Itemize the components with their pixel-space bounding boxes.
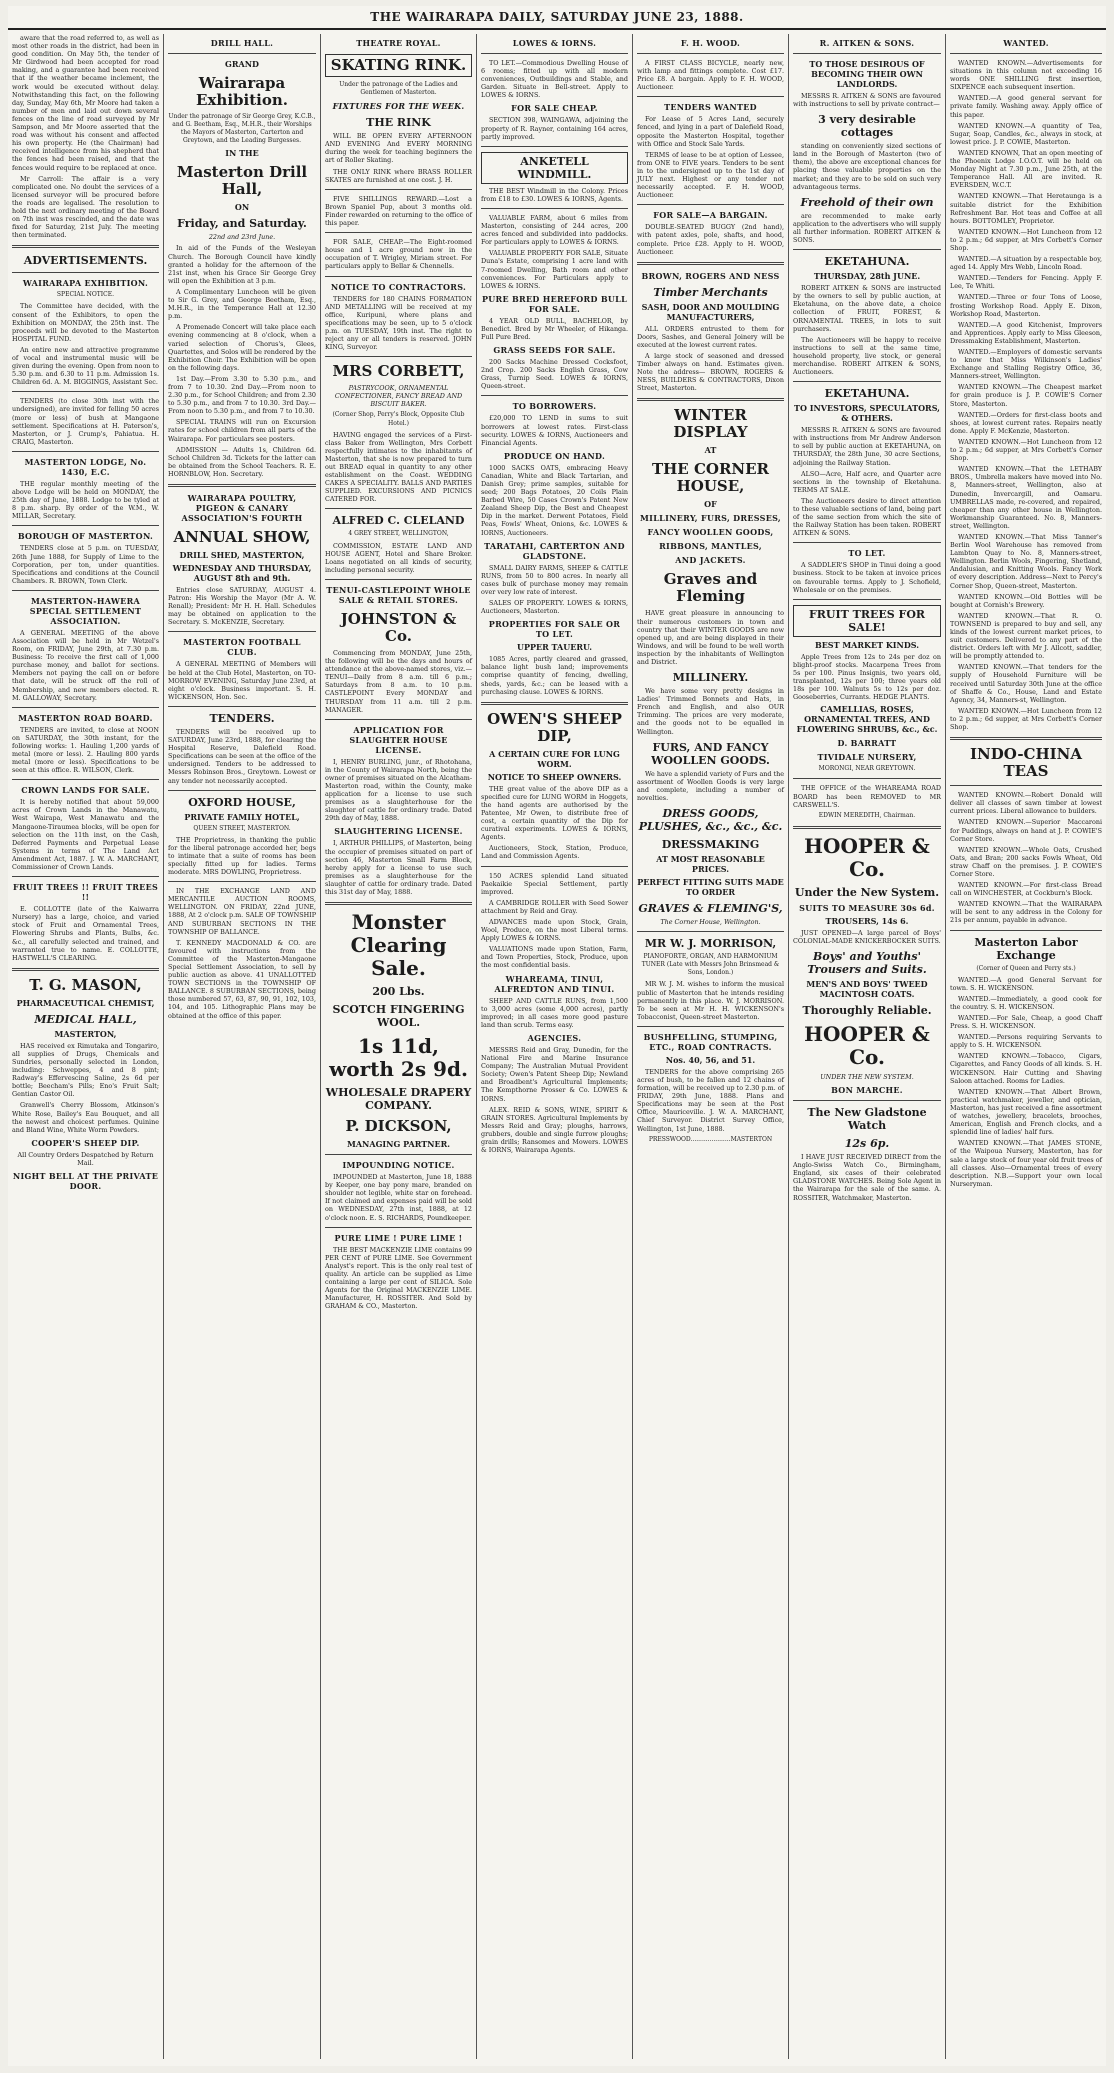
ad-text: FIVE SHILLINGS REWARD.—Lost a Brown Spaniel Pup, about 3 months old. Finder rewarded on returning to the office of this paper. xyxy=(325,194,472,228)
ad-text: TENDERS will be received up to SATURDAY, June 23rd, 1888, for clearing the Hospital Reserve, Dalefield Road. Specifications can be seen at the office of the undersigned. Tenders to be addressed to Messrs Robinson Bros., Greytown. Lowest or any tender not necessarily accepted. xyxy=(168,727,316,785)
ad-heading: FOR SALE—A BARGAIN. xyxy=(653,210,768,221)
ad-heading: BON MARCHE. xyxy=(831,1085,903,1096)
ad-subheading: MANAGING PARTNER. xyxy=(346,1139,451,1150)
ad-subheading: PIANOFORTE, ORGAN, AND HARMONIUM TUNER (Late with Messrs John Brinsmead & Sons, London.) xyxy=(641,953,780,977)
ad-heading: BOROUGH OF MASTERTON. xyxy=(17,531,154,542)
ad-text: HAVING engaged the services of a First-class Baker from Wellington, Mrs Corbett respectfully intimates to the inhabitants of Masterton, that she is now prepared to turn out BREAD equal in quantity to any other establishment on the Coast. WEDDING CAKES A SPECIALITY. BALLS AND PARTIES SUPPLIED. EXCURSIONS AND PICNICS CATERED FOR. xyxy=(325,430,472,504)
ad-subheading: (Corner of Queen and Perry sts.) xyxy=(976,964,1076,972)
article-paragraph: aware that the road referred to, as well as most other roads in the district, had been in good condition. On May 5th, the tender of Mr Girdwood had been accepted for road making, and a guarantee had been received that if the weather became inclement, the work would be executed without delay. Notwithstanding this fact, on the following day, Sunday, May 6th, Mr Moore had taken a number of men and laid out down several fences on the line of road surveyed by Mr Sampson, and Mr Moore asserted that the road was without his consent and affected his own property. He (the Chairman) had received intelligence from his shepherd that the fences had been raised, and that the fences would require to be replaced at once. xyxy=(12,34,159,172)
ad-text: standing on conveniently sized sections of land in the Borough of Masterton (two of them), the above are exceptional chances for placing those valuable properties on the market; and they are to be sold on such very advantageous terms. xyxy=(793,142,941,191)
ad-text: ALEX. REID & SONS, WINE, SPIRIT & GRAIN STORES. Agricultural Implements by Messrs Reid and Gray; ploughs, harrows, grubbers, double and single furrow ploughs; grain drills; Ransomes and Mowers. LOWES & IORNS, Wairarapa Agents. xyxy=(481,1105,628,1155)
ad-text: Commencing from MONDAY, June 25th, the following will be the days and hours of attendance at the above-named stores, viz.— TENUI—Daily from 8 a.m. till 6 p.m.; Saturdays from 8 a.m. to 10 p.m. CASTLEPOINT Every MONDAY and THURSDAY from 11 a.m. till 2 p.m. MANAGER. xyxy=(325,648,472,714)
ad-heading: WHAREAMA, TINUI, ALFREDTON AND TINUI. xyxy=(494,973,615,994)
ad-heading: ALFRED C. CLELAND xyxy=(332,514,465,528)
classified-ad: WANTED.—Immediately, a good cook for the country. S. H. WICKENSON. xyxy=(950,994,1102,1011)
ad-text: COMMISSION, ESTATE LAND AND HOUSE AGENT, Hotel and Share Broker. Loans negotiated on all kinds of security, including personal security. xyxy=(325,541,472,574)
ad-text: An entire new and attractive programme of vocal and instrumental music will be given during the evening. Open from noon to 5.30 p.m. and 6.30 to 11 p.m. Admission 1s. Children 6d. A. M. BIGGINGS, Assistant Sec. xyxy=(12,345,159,387)
ad-heading: 200 Lbs. xyxy=(372,985,425,999)
classified-ad: WANTED KNOWN.—Robert Donald will deliver all classes of sawn timber at lowest current prices. Liberal allowance to builders. xyxy=(950,791,1102,816)
ad-text: HAVE great pleasure in announcing to their numerous customers in town and country that their WINTER GOODS are now opened up, and are being displayed in their Windows, and will be found to be well worth inspection by the inhabitants of Wellington and District. xyxy=(637,609,784,666)
ad-heading: MASTERTON-HAWERA SPECIAL SETTLEMENT ASSOCIATION. xyxy=(29,595,142,626)
ad-text: I, ARTHUR PHILLIPS, of Masterton, being the occupier of premises situated on part of section 46, Masterton Small Farm Block, hereby apply for a license to use such premises as a slaughterhouse for the slaughter of cattle for ordinary trade. Dated this 31st day of May, 1888. xyxy=(325,839,472,896)
ad-subheading: The Corner House, Wellington. xyxy=(660,918,761,927)
ad-heading: BROWN, ROGERS AND NESS xyxy=(641,270,780,281)
ad-text: We have a splendid variety of Furs and the assortment of Woollen Goods is very large and complete, including a number of novelties. xyxy=(637,769,784,802)
ad-heading: THEATRE ROYAL. xyxy=(356,38,441,48)
ad-text: DOUBLE-SEATED BUGGY (2nd hand), with patent axles, pole, shafts, and hood, complete. Price £28. Apply to H. WOOD, Auctioneer. xyxy=(637,223,784,256)
ad-text: ROBERT AITKEN & SONS are instructed by the owners to sell by public auction, at Eketahuna, on the above date, a choice collection of FRUIT, FOREST, & ORNAMENTAL TREES, in lots to suit purchasers. xyxy=(793,284,941,333)
classified-ad: WANTED KNOWN.—Hot Luncheon from 12 to 2 p.m.; 6d supper, at Mrs Corbett's Corner Shop. xyxy=(950,706,1102,732)
ad-text: Auctioneers, Stock, Station, Produce, Land and Commission Agents. xyxy=(481,844,628,861)
ad-heading: Freehold of their own xyxy=(800,195,934,209)
ad-text: Under the patronage of Sir George Grey, K.C.B., and G. Beetham, Esq., M.H.R., their Worships the Mayors of Masterton, Carterton and Greytown, and the Leading Burgesses. xyxy=(168,113,316,145)
ad-text: Apple Trees from 12s to 24s per doz on blight-proof stocks. Macarpena Trees from 5s per 100. Pinus Insignis, two years old, transplanted, 12s per 100; three years old 18s per 100. Walnuts 5s to 12s per doz. Gooseberries, Currants. HEDGE PLANTS. xyxy=(793,652,941,702)
ad-text: 150 ACRES splendid Land situated Paekaikie Special Settlement, partly improved. xyxy=(481,871,628,896)
ad-heading: DRESS GOODS, PLUSHES, &c., &c., &c. xyxy=(638,807,783,834)
ad-heading-large: 1s 11d, worth 2s 9d. xyxy=(329,1034,468,1082)
classified-ad: WANTED KNOWN.—That Heretaunga is a suitable district for the Exhibition Refreshment Bar. Hot teas and Coffee at all hours. BOTTOMLEY, Proprietor. xyxy=(950,192,1102,225)
ad-text: THE BEST Windmill in the Colony. Prices from £18 to £30. LOWES & IORNS, Agents. xyxy=(481,186,628,203)
ad-heading: Under the New System. xyxy=(794,885,940,899)
ad-heading-large: Masterton Drill Hall, xyxy=(176,163,308,199)
classified-ad: WANTED.—Three or four Tons of Loose, frosting Workshop Road. Apply E. Dixon, Workshop Road, Masterton. xyxy=(950,293,1102,318)
ad-subheading: TROUSERS, 14s 6. xyxy=(825,915,909,926)
ad-text: All Country Orders Despatched by Return Mail. xyxy=(17,1150,154,1167)
ad-heading: WHOLESALE DRAPERY COMPANY. xyxy=(325,1086,472,1113)
classified-ad: WANTED KNOWN.—That the LETHABY BROS., Umbrella makers have moved into No. 8, Manners-street, Wellington, also at Dunedin, Invercargill, and Oamaru. UMBRELLAS made, re-covered, and repaired, cheaper than any other house in Wellington. Workmanship Guaranteed. No. 8, Manners-street, Wellington. xyxy=(950,465,1102,530)
ad-heading: COOPER'S SHEEP DIP. xyxy=(31,1137,140,1148)
ad-heading-large: P. DICKSON, xyxy=(345,1117,452,1136)
ad-text: are recommended to make early application to the advertisers who will supply all further information. ROBERT AITKEN & SONS. xyxy=(793,211,941,245)
ad-heading: PRODUCE ON HAND. xyxy=(503,450,606,461)
masthead-title: THE WAIRARAPA DAILY, SATURDAY JUNE 23, 1888. xyxy=(370,10,744,24)
ad-text: FOR SALE, CHEAP.—The Eight-roomed house and 1 acre ground now in the occupation of T. Wrigley, Miriam street. For particulars apply to Bellar & Chennells. xyxy=(325,238,472,271)
ad-subheading: A CERTAIN CURE FOR LUNG WORM. xyxy=(489,748,620,769)
ad-subheading: 4 GREY STREET, WELLINGTON, xyxy=(348,530,449,538)
masthead xyxy=(8,6,1106,30)
ad-subheading: BEST MARKET KINDS. xyxy=(814,639,920,650)
ad-text: PRESSWOOD.....................MASTERTON xyxy=(648,1135,773,1143)
ad-text: We have some very pretty designs in Ladies' Trimmed Bonnets and Hats, in French and English, and also OUR Trimming. The prices are very moderate, and the goods not to be equalled in Wellington. xyxy=(637,687,784,736)
ad-heading: GRASS SEEDS FOR SALE. xyxy=(493,345,616,356)
ad-text: IMPOUNDED at Masterton, June 18, 1888 by Keeper, one bay pony mare, branded on shoulder not legible, white star on forehead. If not claimed and expenses paid will be sold on WEDNESDAY, 27th inst, 1888, at 12 o'clock noon. E. S. RICHARDS, Poundkeeper. xyxy=(325,1173,472,1222)
ad-subheading: Nos. 40, 56, and 51. xyxy=(665,1054,756,1065)
ad-text: VALUABLE FARM, about 6 miles from Masterton, consisting of 244 acres, 200 acres fenced and subdivided into paddocks. For particulars apply to LOWES & IORNS. xyxy=(481,213,628,247)
ad-heading-large: HOOPER & Co. xyxy=(804,833,930,881)
ad-text: ADVANCES made upon Stock, Grain, Wool, Produce, on the most Liberal terms. Apply LOWES & IORNS. xyxy=(481,918,628,943)
classified-ad: WANTED.—A good Kitchenist, Improvers and Apprentices. Apply early to Miss Gleeson, Dressmaking Establishment, Masterton. xyxy=(950,320,1102,345)
column-1 xyxy=(8,34,163,2059)
ad-heading-large: ANNUAL SHOW, xyxy=(173,528,311,546)
ad-heading: D. BARRATT xyxy=(837,738,897,749)
ad-heading: TIVIDALE NURSERY, xyxy=(817,752,917,763)
ad-heading: F. H. WOOD. xyxy=(680,38,741,48)
ad-subheading: TO INVESTORS, SPECULATORS, & OTHERS. xyxy=(794,403,940,424)
ad-subheading: WEDNESDAY AND THURSDAY, AUGUST 8th and 9th. xyxy=(172,563,312,583)
column-3 xyxy=(321,34,476,2059)
classified-ad: WANTED KNOWN.—Advertisements for situations in this column not exceeding 16 words ONE SHILLING first insertion, SIXPENCE each subsequent insertion. xyxy=(950,59,1102,92)
ad-heading: TENDERS WANTED xyxy=(664,102,757,113)
ad-heading-large: Monster Clearing Sale. xyxy=(350,910,447,981)
ad-heading: AND JACKETS. xyxy=(675,555,746,566)
ad-text: THE Proprietress, in thanking the public for the liberal patronage accorded her, begs to intimate that a suite of rooms has been specially fitted up for ladies. Terms moderate. MRS DOWLING, Proprietress. xyxy=(168,835,316,877)
ad-text: For Lease of 5 Acres Land, securely fenced, and lying in a part of Dalefield Road, opposite the Masterton Hospital, together with Office and Stock Sale Yards. xyxy=(637,115,784,148)
ad-text: TENDERS for the above comprising 265 acres of bush, to be fallen and 12 chains of formation, will be received up to 2.30 p.m. of FRIDAY, 29th June, 1888. Plans and Specifications may be seen at the Post Office, Mauriceville. J. W. A. MARCHANT, Chief Surveyor. District Survey Office, Wellington, 1st June, 1888. xyxy=(637,1067,784,1133)
ad-heading: PURE LIME ! PURE LIME ! xyxy=(334,1232,463,1243)
ad-heading: RIBBONS, MANTLES, xyxy=(659,541,762,552)
ad-text: THE regular monthly meeting of the above Lodge will be held on MONDAY, the 25th day of June, 1888. Lodge to be tyled at 8 p.m. sharp. By order of the W.M., W. MILLAR, Secretary. xyxy=(12,479,159,521)
ad-subheading: (Corner Shop, Perry's Block, Opposite Club Hotel.) xyxy=(332,411,465,427)
ad-heading: BUSHFELLING, STUMPING, ETC., ROAD CONTRACTS. xyxy=(643,1031,778,1052)
ad-heading: Friday, and Saturday. xyxy=(177,217,307,231)
ad-heading: NOTICE TO CONTRACTORS. xyxy=(330,281,467,292)
classified-ad: WANTED.—A good General Servant for town. S. H. WICKENSON. xyxy=(950,975,1102,992)
ad-text: 1st Day.—From 3.30 to 5.30 p.m., and from 7 to 10.30. 2nd Day.—From noon to 2.30 p.m., for School Children; and from 2.30 to 5.30 p.m., and from 7 to 10.30. 3rd Day.—From noon to 5.30 p.m., and from 7 to 10.30. xyxy=(168,374,316,416)
ad-heading-large: Graves and Fleming xyxy=(663,570,758,606)
column-7 xyxy=(946,34,1106,2059)
ad-text: TENDERS for 180 CHAINS FORMATION AND METALLING will be received at my office, Kuripuni, where plans and specifications may be seen, up to 5 o'clock p.m. on TUESDAY, 19th inst. The right to reject any or all tenders is reserved. JOHN KING, Surveyor. xyxy=(325,294,472,352)
classified-ad: WANTED.—Employers of domestic servants to know that Miss Wilkinson's Ladies' Exchange and Stalling Registry Office, 36, Manners-street, Wellington. xyxy=(950,348,1102,381)
ad-heading: WANTED. xyxy=(1003,38,1049,48)
ad-text: THE BEST MACKENZIE LIME contains 99 PER CENT of PURE LIME. See Government Analyst's report. This is the only real test of quality. An article can be supplied as Lime containing a large per cent of SILICA. Sole Agents for the Original MACKENZIE LIME. Manufacturer, H. ROSSITER. And Sold by GRAHAM & CO., Masterton. xyxy=(325,1245,472,1311)
column-5 xyxy=(633,34,788,2059)
ad-text: TENDERS are invited, to close at NOON on SATURDAY, the 30th instant, for the following works: 1. Hauling 1,200 yards of metal (more or less). 2. Hauling 800 yards metal (more or less). Specifications to be seen at this office. R. WILSON, Clerk. xyxy=(12,725,159,775)
ad-text: £20,000 TO LEND in sums to suit borrowers at lowest rates. First-class security. LOWES & IORNS, Auctioneers and Financial Agents. xyxy=(481,414,628,447)
ad-heading: TO BORROWERS. xyxy=(512,401,597,412)
ad-subheading: THURSDAY, 28th JUNE. xyxy=(813,271,921,282)
ad-subheading: PHARMACEUTICAL CHEMIST, xyxy=(16,997,155,1008)
ad-text: A GENERAL MEETING of Members will be held at the Club Hotel, Masterton, on TO-MORROW EVENING, Saturday June 23rd, at eight o'clock. Business important. S. H. WICKENSON, Hon. Sec. xyxy=(168,660,316,701)
ad-text: I, HENRY BURLING, junr., of Rhotohana, in the County of Wairarapa North, being the owner of premises situated on the Alcatham-Masterton road, within the County, make application for a license to use such premises as a slaughterhouse for the slaughter of cattle for ordinary trade. Dated 29th day of May, 1888. xyxy=(325,757,472,823)
classified-ad: WANTED KNOWN.—Whole Oats, Crushed Oats, and Bran; 200 sacks Fowls Wheat, Old straw Chaff on the premises. J. P. COWIE'S Corner Store. xyxy=(950,845,1102,878)
classified-ad: WANTED KNOWN.—That the WAIRARAPA will be sent to any address in the Colony for 21s per annum, payable in advance. xyxy=(950,900,1102,925)
ad-text: Under the patronage of the Ladies and Gentlemen of Masterton. xyxy=(339,81,458,97)
ad-heading: Thoroughly Reliable. xyxy=(802,1003,932,1017)
classified-ad: WANTED KNOWN.—That R. O. TOWNSEND is prepared to buy and sell, any kinds of the lowest current market prices, to suit customers. Delivered to any part of the district. Orders left with Mr J. Allcott, saddler, will be promptly attended to. xyxy=(950,611,1102,661)
classified-ad: WANTED KNOWN.—Hot Luncheon from 12 to 2 p.m.; 6d supper, at Mrs Corbett's Corner Shop. xyxy=(950,437,1102,463)
ad-heading: MASTERTON ROAD BOARD. xyxy=(18,712,153,723)
ad-text: A GENERAL MEETING of the above Association will be held in Mr Wetzel's Room, on FRIDAY, June 29th, at 7.30 p.m. Business: To receive the first call of 1,000 purchase money, and ballot for sections. Members not paying the call on or before that date, will be struck off the roll of Membership, and new members elected. R. M. GALLOWAY, Secretary. xyxy=(12,628,159,702)
ad-text: The Auctioneers desire to direct attention to these valuable sections of land, being part of the same section from which the site of the Railway Station has been taken. ROBERT AITKEN & SONS. xyxy=(793,496,941,538)
ad-text: VALUABLE PROPERTY FOR SALE, Situate Duna's Estate, comprising 1 acre land with 7-roomed Dwelling, Bath room and other conveniences. For Particulars apply to LOWES & IORNS. xyxy=(481,249,628,290)
classified-ad: WANTED KNOWN.—That JAMES STONE, of the Waipoua Nursery, Masterton, has for sale a large stock of four year old fruit trees of all classes. Also—Ornamental trees of every description. N.B.—Support your own local Nurseryman. xyxy=(950,1139,1102,1188)
ad-text: 4 YEAR OLD BULL, BACHELOR, by Benedict. Bred by Mr Wheeler, of Hikanga. Full Pure Bred. xyxy=(481,316,628,341)
ad-heading: EKETAHUNA. xyxy=(824,387,910,401)
ad-text: SECTION 398, WAINGAWA, adjoining the property of R. Rayner, containing 164 acres, partly improved. xyxy=(481,116,628,141)
ad-text: ALL ORDERS entrusted to them for Doors, Sashes, and General Joinery will be executed at the lowest current rates. xyxy=(637,324,784,349)
classified-ad: WANTED.—A good general servant for private family. Washing away. Apply office of this paper. xyxy=(950,94,1102,119)
ad-heading: 12s 6p. xyxy=(844,1137,890,1151)
ad-text: IN THE EXCHANGE LAND AND MERCANTILE AUCTION ROOMS, WELLINGTON. ON FRIDAY, 22nd JUNE, 1888, At 2 o'clock p.m. SALE OF TOWNSHIP AND SUBURBAN SECTIONS IN THE TOWNSHIP OF BALLANCE. xyxy=(168,887,316,936)
ad-subheading: GRAND xyxy=(225,59,259,69)
ad-subheading: SPECIAL NOTICE. xyxy=(56,291,115,299)
ad-heading: EKETAHUNA. xyxy=(824,255,910,269)
column-6 xyxy=(789,34,945,2059)
ad-text: ALSO—Acre, Half acre, and Quarter acre sections in the township of Eketahuna. TERMS AT SALE. xyxy=(793,469,941,494)
ad-text: A large stock of seasoned and dressed Timber always on hand. Estimates given. Note the address— BROWN, ROGERS & NESS, BUILDERS & CONTRACTORS, Dixon Street, Masterton. xyxy=(637,351,784,393)
ad-heading: Masterton Labor Exchange xyxy=(974,935,1078,962)
ad-text: Entries close SATURDAY, AUGUST 4. Patron: His Worship the Mayor (Mr A. W. Renall); President: Mr H. H. Hall. Schedules may be obtained on application to the Secretary. S. McKENZIE, Secretary. xyxy=(168,586,316,627)
ad-text: MESSRS Reid and Gray, Dunedin, for the National Fire and Marine Insurance Company; The Australian Mutual Provident Society; Owen's Patent Sheep Dip; Newland and Broadbent's Agricultural Implements; The Kempthorne Prosser & Co. LOWES & IORNS. xyxy=(481,1045,628,1103)
section-heading: ADVERTISEMENTS. xyxy=(23,254,148,268)
ad-text: SALES OF PROPERTY. LOWES & IORNS, Auctioneers, Masterton. xyxy=(481,599,628,616)
ad-heading: R. AITKEN & SONS. xyxy=(819,38,915,48)
ad-heading: FANCY WOOLLEN GOODS, xyxy=(647,527,774,538)
ad-subheading: OF xyxy=(704,499,717,510)
ad-text: TENDERS (to close 30th inst with the undersigned), are invited for felling 50 acres (more or less) of bush at Mangaone settlement. Specifications at H. Paterson's, Masterton, or J. Crump's, Pahiatua. H. CRAIG, Masterton. xyxy=(12,397,159,446)
ad-subheading: UNDER THE NEW SYSTEM. xyxy=(820,1072,914,1081)
ad-heading: SLAUGHTERING LICENSE. xyxy=(334,826,463,837)
ad-text: VALUATIONS made upon Station, Farm, and Town Properties, Stock, Produce, upon the most confidential basis. xyxy=(481,945,628,970)
ad-subheading: DRILL SHED, MASTERTON, xyxy=(179,550,305,560)
ad-heading: FURS, AND FANCY WOOLLEN GOODS. xyxy=(651,740,770,767)
ad-heading-large: THE CORNER HOUSE, xyxy=(651,460,770,496)
classified-ad: WANTED.—Orders for first-class boots and shoes, at lowest current rates. Repairs neatly done. Apply F. McKenzie, Masterton. xyxy=(950,410,1102,435)
classified-ad: WANTED KNOWN.—That tenders for the supply of Household Furniture will be received until Saturday 30th June at the office of Shaffe & Co., House, Land and Estate Agency, 34, Manners-st, Wellington. xyxy=(950,663,1102,704)
ad-text: It is hereby notified that about 59,000 acres of Crown Lands in the Manawatu, West Wairapa, West Manawatu and the Mangaone-Tiraumea blocks, will be open for selection on the 11th inst, on the Cash, Deferred Payments and Perpetual Lease Systems in terms of The Land Act Amendment Act, 1887. J. W. A. MARCHANT, Commissioner of Crown Lands. xyxy=(12,798,159,872)
ad-subheading: MASTERTON, xyxy=(54,1028,117,1039)
ad-text: I HAVE JUST RECEIVED DIRECT from the Anglo-Swiss Watch Co., Birmingham, England, six cases of their celebrated GLADSTONE WATCHES. Being Sole Agent in the Wairarapa for the sale of the same. A. ROSSITER, Watchmaker, Masterton. xyxy=(793,1153,941,1202)
ad-text: SMALL DAIRY FARMS, SHEEP & CATTLE RUNS, from 50 to 800 acres. In nearly all cases bulk of purchase money may remain over very low rate of interest. xyxy=(481,563,628,596)
ad-heading-large: Wairarapa Exhibition. xyxy=(196,74,288,109)
ad-text: A FIRST CLASS BICYCLE, nearly new, with lamp and fittings complete. Cost £17. Price £8. A bargain. Apply to F. H. WOOD, Auctioneer. xyxy=(637,59,784,92)
ad-heading: CROWN LANDS FOR SALE. xyxy=(21,785,150,796)
ad-text: T. KENNEDY MACDONALD & CO. are favoured with instructions from the Committee of the Masterton-Mangaone Special Settlement Association, to sell by public auction as above. 41 UNALLOTTED TOWN SECTIONS in the TOWNSHIP OF BALLANCE. 8 SUBURBAN SECTIONS, being those numbered 57, 63, 87, 90, 91, 102, 103, 104, and 105. Lithographic Plans may be obtained at the office of this paper. xyxy=(168,938,316,1020)
ad-heading: MR W. J. MORRISON, xyxy=(644,937,777,951)
ad-heading: MASTERTON FOOTBALL CLUB. xyxy=(183,637,301,658)
ad-heading: Boys' and Youths' Trousers and Suits. xyxy=(807,949,927,976)
ad-text: A CAMBRIDGE ROLLER with Seed Sower attachment by Reid and Gray. xyxy=(481,898,628,915)
classified-ad: WANTED KNOWN.—Superior Maccaroni for Puddings, always on hand at J. P. COWIE'S Corner Store. xyxy=(950,818,1102,843)
ad-heading: APPLICATION FOR SLAUGHTER HOUSE LICENSE. xyxy=(349,724,448,755)
column-4 xyxy=(477,34,632,2059)
ad-heading: LOWES & IORNS. xyxy=(512,38,597,48)
ad-text: MR W. J. M. wishes to inform the musical public of Masterton that he intends residing permanently in this place. W. J. MORRISON. To be seen at Mr H. H. WICKENSON's Tobacconist, Queen-street Masterton. xyxy=(637,980,784,1021)
ad-text: THE OFFICE of the WHAREAMA ROAD BOARD has been REMOVED to MR CARSWELL'S. xyxy=(793,784,941,809)
ad-subheading: ON xyxy=(234,202,250,213)
ad-text: THE ONLY RINK where BRASS ROLLER SKATES are furnished at one cost. J. H. xyxy=(325,167,472,184)
ad-heading: FRUIT TREES !! FRUIT TREES !! xyxy=(12,882,159,903)
ad-heading: ANKETELL WINDMILL. xyxy=(481,152,628,184)
newspaper-page xyxy=(8,6,1106,2066)
article-paragraph: Mr Carroll: The affair is a very complicated one. No doubt the services of a licensed surveyor will be procured before the roads are legalised. The resolution to hold the next ordinary meeting of the Board on 7th inst was rescinded, and the date was fixed for Saturday, 21st July. The meeting then terminated. xyxy=(12,174,159,240)
ad-text: 200 Sacks Machine Dressed Cocksfoot, 2nd Crop. 200 Sacks English Grass, Cow Grass, Turnip Seed. LOWES & IORNS, Queen-street. xyxy=(481,358,628,391)
ad-text: HAS received ex Rimutaka and Tongariro, all supplies of Drugs, Chemicals and Sundries, personally selected in London, including: Schweppes, 4 and 8 pint; Radway's Effervescing Saline, 2s 6d per bottle; Beecham's Pills; Eno's Fruit Salt; Gentian Castor Oil. xyxy=(12,1041,159,1099)
ad-text: TERMS of lease to be at option of Lessee, from ONE to FIVE years. Tenders to be sent in to the undersigned up to the 1st day of JULY next. Highest or any tender not necessarily accepted. F. H. WOOD, Auctioneer. xyxy=(637,150,784,200)
ad-heading-large: INDO-CHINA TEAS xyxy=(969,745,1083,781)
ad-text: 1000 SACKS OATS, embracing Heavy Canadian, White and Black Tartarian, and Danish Grey; prime samples, suitable for seed; 200 Bags Potatoes, 20 Coils Plain Barbed Wire, 50 Cases Crown's Patent New Zealand Sheep Dip, the Best and Cheapest Dip in the market. Derwent Potatoes, Field Peas, Fowls' Wheat, Onions, &c. LOWES & IORNS, Auctioneers. xyxy=(481,463,628,537)
ad-text: Granwell's Cherry Blossom, Atkinson's White Rose, Bailey's Eau Bouquet, and all the newest and choicest perfumes. Quinine and Bland Wine, White Worm Powders. xyxy=(12,1101,159,1134)
ad-heading: GRAVES & FLEMING'S, xyxy=(638,902,783,916)
ad-heading: THE RINK xyxy=(366,116,431,130)
ad-subheading: PRIVATE FAMILY HOTEL, xyxy=(184,811,300,822)
ad-text: WILL BE OPEN EVERY AFTERNOON AND EVENING And EVERY MORNING during the week for teaching beginners the art of Roller Skating. xyxy=(325,132,472,165)
ad-heading: FOR SALE CHEAP. xyxy=(511,103,598,114)
ad-subheading: MORONGI, NEAR GREYTOWN. xyxy=(818,765,916,773)
ad-heading: OXFORD HOUSE, xyxy=(188,795,296,809)
ad-text: The Auctioneers will be happy to receive instructions to sell at the same time, household property, live stock, or general merchandise. ROBERT AITKEN & SONS, Auctioneers. xyxy=(793,335,941,377)
ad-heading: TENUI-CASTLEPOINT WHOLE SALE & RETAIL STORES. xyxy=(326,584,471,605)
classified-ad: WANTED.—Persons requiring Servants to apply to S. H. WICKENSON. xyxy=(950,1033,1102,1050)
ad-subheading: IN THE xyxy=(225,148,259,159)
ad-text: The Committee have decided, with the consent of the Exhibitors, to open the Exhibition on MONDAY, the 25th inst. The proceeds will be devoted to the Masterton HOSPITAL FUND. xyxy=(12,302,159,343)
ad-heading: The New Gladstone Watch xyxy=(807,1106,927,1133)
classified-ad: WANTED.—A situation by a respectable boy, aged 14. Apply Mrs Webb, Lincoln Road. xyxy=(950,255,1102,272)
ad-heading: MILLINERY, FURS, DRESSES, xyxy=(640,513,781,524)
ad-heading: TO LET. xyxy=(848,548,886,559)
ad-text: MESSRS R. AITKEN & SONS are favoured with instructions from Mr Andrew Anderson to sell by public auction at EKETAHUNA, on THURSDAY, the 28th June, 30 acre Sections, adjoining the Railway Station. xyxy=(793,426,941,467)
ad-heading: MEDICAL HALL, xyxy=(34,1012,137,1026)
ad-subheading: AT xyxy=(704,445,717,456)
ad-text: SHEEP AND CATTLE RUNS, from 1,500 to 3,000 acres (some 4,000 acres), partly improved; in all cases more good pasture land than scrub. Terms easy. xyxy=(481,996,628,1029)
ad-text: TENDERS close at 5 p.m. on TUESDAY, 26th June 1888, for Supply of Lime to the Corporation, per ton, under quantities. Specifications and conditions at the Council Chambers. R. BROWN, Town Clerk. xyxy=(12,544,159,585)
ad-heading-large: OWEN'S SHEEP DIP, xyxy=(487,709,622,745)
ad-subheading: SASH, DOOR AND MOULDING MANUFACTURERS, xyxy=(641,301,780,322)
ad-heading: AGENCIES. xyxy=(527,1032,582,1043)
classified-ad: WANTED KNOWN.—That Albert Brown, practical watchmaker, jeweller, and optician, Masterton, has just received a fine assortment of watches, jewellery, bracelets, brooches, American, English and French clocks, and a splendid line of ladies' half furs. xyxy=(950,1087,1102,1137)
ad-subheading: PASTRYCOOK, ORNAMENTAL CONFECTIONER, FANCY BREAD AND BISCUIT BAKER. xyxy=(334,384,463,409)
ad-text: SPECIAL TRAINS will run on Excursion rates for school children from all parts of the Wairarapa. For particulars see posters. xyxy=(168,418,316,443)
ad-heading: DRESSMAKING xyxy=(661,838,760,852)
ad-heading: MASTERTON LODGE, No. 1430, E.C. xyxy=(24,456,147,477)
classified-ad: WANTED KNOWN.—Old Bottles will be bought at Cornish's Brewery. xyxy=(950,592,1102,609)
ad-heading: PROPERTIES FOR SALE OR TO LET. xyxy=(488,619,621,640)
ad-heading: 3 very desirable cottages xyxy=(818,113,916,140)
ad-heading: SUITS TO MEASURE 30s 6d. xyxy=(799,902,935,913)
classified-ad: WANTED KNOWN.—The Cheapest market for grain produce is J. P. COWIE'S Corner Store, Masterton. xyxy=(950,383,1102,408)
ad-subheading: NOTICE TO SHEEP OWNERS. xyxy=(487,771,622,782)
classified-ad: WANTED KNOWN.—That Miss Tanner's Berlin Wool Warehouse has removed from Lambton Quay to No. 8, Manners-street, Wellington. Berlin Wools, Fingering, Shetland, Andalusian, and Knitting Wools. Fancy Work of every description. Address—Next to Percy's Corner Shop, Queen-street, Masterton. xyxy=(950,532,1102,590)
classified-ad: WANTED.—For Sale, Cheap, a good Chaff Press. S. H. WICKENSON. xyxy=(950,1014,1102,1031)
ad-subheading: AT MOST REASONABLE PRICES. xyxy=(656,854,765,875)
ad-subheading: PERFECT FITTING SUITS MADE TO ORDER xyxy=(637,877,784,898)
ad-text: A Complimentary Luncheon will be given to Sir G. Grey, and George Beetham, Esq., M.H.R., in the Temperance Hall at 12.30 p.m. xyxy=(168,287,316,321)
ad-heading-large: JOHNSTON & Co. xyxy=(340,609,457,645)
ad-heading: Timber Merchants xyxy=(653,285,768,299)
ad-heading: PURE BRED HEREFORD BULL FOR SALE. xyxy=(481,293,628,314)
ad-heading-large: MRS CORBETT, xyxy=(332,362,465,381)
ad-text: In aid of the Funds of the Wesleyan Church. The Borough Council have kindly granted a holiday for the afternoon of the 21st inst, when his Grace Sir George Grey will open the Exhibition at 3 p.m. xyxy=(168,244,316,285)
ad-heading: TENDERS. xyxy=(209,711,275,725)
classified-ad: WANTED KNOWN, That an open meeting of the Phoenix Lodge I.O.O.T. will be held on Monday Night at 7.30 p.m., June 25th, at the Temperance Hall. All are invited. R. EVERSDEN, W.C.T. xyxy=(950,148,1102,190)
classified-ad: WANTED.—Tenders for Fencing. Apply F. Lee, Te Whiti. xyxy=(950,274,1102,291)
ad-subheading: 22nd and 23rd June. xyxy=(208,233,276,242)
classified-ad: WANTED KNOWN.—For first-class Bread call on WINCHESTER, at Cockburn's Block. xyxy=(950,881,1102,898)
ad-heading: TARATAHI, CARTERTON AND GLADSTONE. xyxy=(484,540,625,561)
ad-subheading: TO THOSE DESIROUS OF BECOMING THEIR OWN LANDLORDS. xyxy=(809,59,925,89)
classified-ad: WANTED KNOWN.—Tobacco, Cigars, Cigarettes, and Fancy Goods of all kinds. S. H. WICKENSON. Hair Cutting and Shaving Saloon attached. Rooms for Ladies. xyxy=(950,1052,1102,1085)
ad-text: E. COLLOTTE (late of the Kaiwarra Nursery) has a large, choice, and varied stock of Fruit and Ornamental Trees, Flowering Shrubs and Plants, Bulbs, &c. &c., all carefully selected and trained, and warranted true to name. E. COLLOTTE, HASTWELL'S CLEARING. xyxy=(12,905,159,962)
ad-heading: IMPOUNDING NOTICE. xyxy=(342,1160,455,1171)
ad-text: ADMISSION — Adults 1s, Children 6d. School Children 3d. Tickets for the latter can be obtained from the School Teachers. R. E. HORNBLOW, Hon. Secretary. xyxy=(168,445,316,478)
ad-subheading: QUEEN STREET, MASTERTON. xyxy=(193,824,291,832)
ad-subheading: CAMELLIAS, ROSES, ORNAMENTAL TREES, AND FLOWERING SHRUBS, &c., &c. xyxy=(796,704,938,735)
ad-heading: FIXTURES FOR THE WEEK. xyxy=(332,101,465,112)
ad-heading: NIGHT BELL AT THE PRIVATE DOOR. xyxy=(12,1171,159,1191)
ad-heading: FRUIT TREES FOR SALE! xyxy=(793,605,941,637)
ad-text: 1085 Acres, partly cleared and grassed, balance light bush land; improvements comprise quantity of fencing, dwelling, sheds, yards, &c.; can be leased with a purchasing clause. LOWES & IORNS. xyxy=(481,655,628,696)
ad-heading: DRILL HALL. xyxy=(210,38,274,48)
ad-text: JUST OPENED—A large parcel of Boys' COLONIAL-MADE KNICKERBOCKER SUITS. xyxy=(793,928,941,945)
ad-text: A Promenade Concert will take place each evening commencing at 8 o'clock, when a varied selection of Chorus's, Glees, Quartettes, and Solos will be rendered by the Exhibition Choir. The Exhibition will be open on the following days. xyxy=(168,323,316,372)
ad-heading-large: HOOPER & Co. xyxy=(804,1021,930,1069)
ad-heading-large: T. G. MASON, xyxy=(29,975,142,994)
ad-heading-large: SKATING RINK. xyxy=(325,54,472,77)
classified-ad: WANTED KNOWN.—A quantity of Tea, Sugar, Soap, Candles, &c., always in stock, at lowest price. J. P. COWIE, Masterton. xyxy=(950,121,1102,146)
column-2 xyxy=(164,34,320,2059)
ad-heading: SCOTCH FINGERING WOOL. xyxy=(332,1003,465,1030)
ad-text: A SADDLER'S SHOP in Tinui doing a good business. Stock to be taken at invoice prices on favourable terms. Apply to J. Schofield, Wholesale or on the premises. xyxy=(793,561,941,594)
ad-heading-large: WINTER DISPLAY xyxy=(673,406,748,442)
ad-heading: MILLINERY. xyxy=(672,671,749,685)
ad-subheading: UPPER TAUERU. xyxy=(516,642,592,653)
ad-text: EDWIN MEREDITH, Chairman. xyxy=(818,811,916,819)
ad-text: THE great value of the above DIP as a specified cure for LUNG WORM in Hoggets, the hand agents are authorised by the Patentee, Mr Owen, to distribute free of cost, a certain quantity of the Dip for curatival experiments. LOWES & IORNS, Agents. xyxy=(481,784,628,842)
ad-text: MESSRS R. AITKEN & SONS are favoured with instructions to sell by private contract— xyxy=(793,92,941,109)
classified-ad: WANTED KNOWN.—Hot Luncheon from 12 to 2 p.m.; 6d supper, at Mrs Corbett's Corner Shop. xyxy=(950,227,1102,252)
ad-subheading: MEN'S AND BOYS' TWEED MACINTOSH COATS. xyxy=(806,978,928,999)
ad-heading: WAIRARAPA EXHIBITION. xyxy=(22,278,149,289)
ad-heading: WAIRARAPA POULTRY, PIGEON & CANARY ASSOCIATION'S FOURTH xyxy=(181,493,303,523)
ad-text: TO LET.—Commodious Dwelling House of 6 rooms; fitted up with all modern conveniences, Outbuildings and Stable, and Garden. Situate in Bell-street. Apply to LOWES & IORNS. xyxy=(481,59,628,100)
